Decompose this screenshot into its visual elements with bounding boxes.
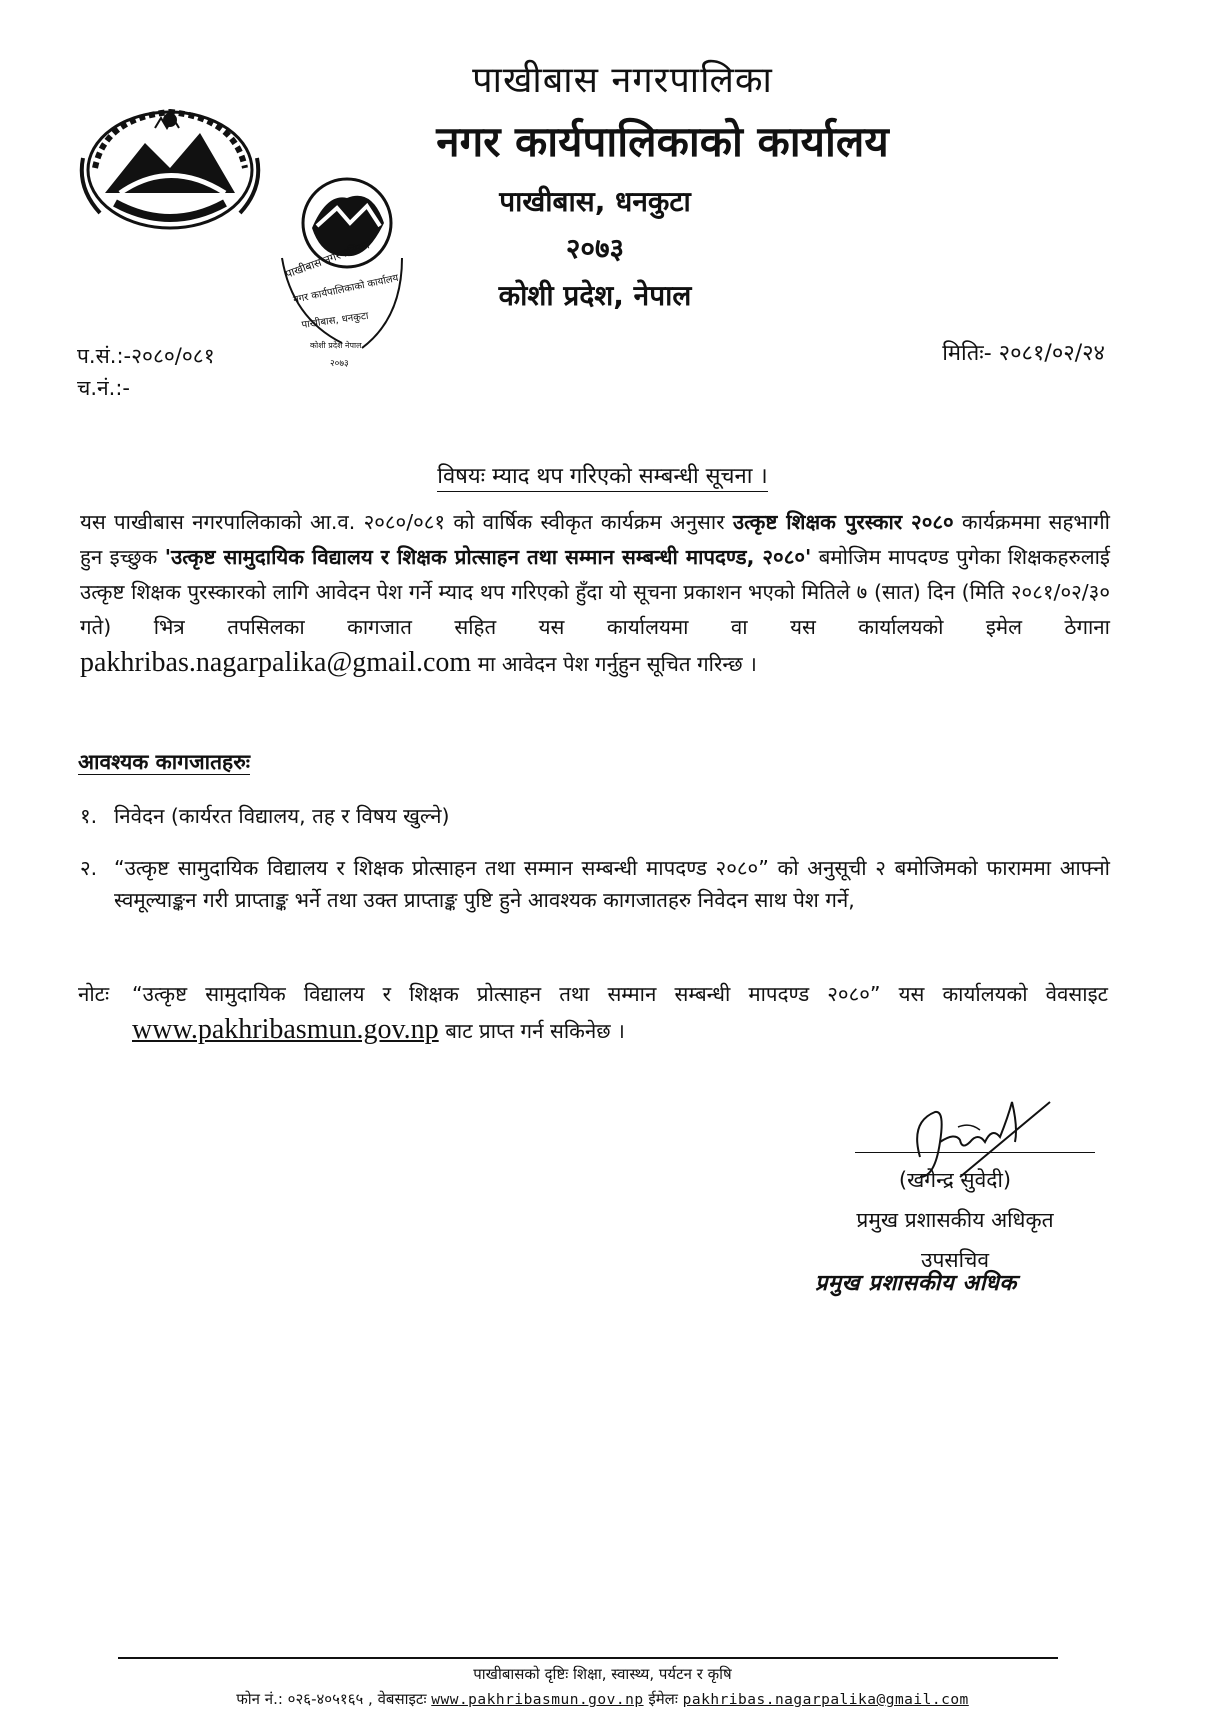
list-text: निवेदन (कार्यरत विद्यालय, तह र विषय खुल्ने)	[114, 804, 450, 828]
letter-number: प.सं.:-२०८०/०८१	[77, 344, 215, 368]
list-item	[80, 852, 1110, 916]
website-link[interactable]: www.pakhribasmun.gov.np	[132, 1014, 439, 1045]
established-year: २०७३	[565, 232, 625, 265]
reference-block	[77, 340, 215, 404]
footer-contact	[0, 1689, 1205, 1709]
signature-line	[855, 1152, 1095, 1153]
subject-text: विषयः म्याद थप गरिएको सम्बन्धी सूचना ।	[437, 464, 768, 492]
office-name: नगर कार्यपालिकाको कार्यालय	[436, 117, 889, 166]
criteria-name: 'उत्कृष्ट सामुदायिक विद्यालय र शिक्षक प्रोत्साहन तथा सम्मान सम्बन्धी मापदण्ड, २०८०'	[164, 545, 812, 569]
body-text-1: यस पाखीबास नगरपालिकाको आ.व. २०८०/०८१ को वार्षिक स्वीकृत कार्यक्रम अनुसार	[80, 510, 733, 534]
note-label: नोटः	[78, 982, 110, 1006]
note-text	[132, 976, 1108, 1049]
signatory-title: प्रमुख प्रशासकीय अधिकृत	[856, 1208, 1054, 1232]
svg-text:नगर कार्यपालिकाको कार्यालय: नगर कार्यपालिकाको कार्यालय	[292, 272, 400, 306]
municipality-name: पाखीबास नगरपालिका	[472, 60, 773, 101]
email-address: pakhribas.nagarpalika@gmail.com	[80, 647, 472, 678]
signatory-name: (खगेन्द्र सुवेदी)	[898, 1168, 1012, 1192]
footer-website-link[interactable]: www.pakhribasmun.gov.np	[431, 1692, 644, 1708]
svg-text:पाखीबास नगरपालिका: पाखीबास नगरपालिका	[283, 238, 372, 281]
award-name: उत्कृष्ट शिक्षक पुरस्कार २०८०	[732, 510, 954, 534]
body-paragraph	[80, 505, 1110, 682]
footer-vision: पाखीबासको दृष्टिः शिक्षा, स्वास्थ्य, पर्यटन र कृषि	[473, 1665, 732, 1683]
footer-divider	[118, 1657, 1058, 1659]
note-text-2: बाट प्राप्त गर्न सकिनेछ ।	[438, 1019, 625, 1043]
svg-text:२०७३: २०७३	[330, 359, 349, 369]
signatory-block	[790, 1160, 1120, 1280]
list-text: “उत्कृष्ट सामुदायिक विद्यालय र शिक्षक प्रोत्साहन तथा सम्मान सम्बन्धी मापदण्ड २०८०” को अनुसूची २ बमोजिमको फाराममा आफ्नो स्वमूल्याङ्कन गरी प्राप्ताङ्क भर्ने तथा उक्त प्राप्ताङ्क पुष्टि हुने आवश्यक कागजातहरु निवेदन साथ पेश गर्ने,	[114, 856, 1110, 912]
letter-date: मितिः- २०८१/०२/२४	[942, 341, 1105, 366]
footer-email-link[interactable]: pakhribas.nagarpalika@gmail.com	[682, 1692, 969, 1708]
list-number: २.	[80, 856, 98, 880]
signatory-rank: उपसचिव	[920, 1248, 990, 1272]
body-text-3: बमोजिम मापदण्ड पुगेका शिक्षकहरुलाई उत्कृष्ट शिक्षक पुरस्कारको लागि आवेदन पेश गर्ने म्याद थप गरिएको हुँदा यो सूचना प्रकाशन भएको मितिले ७ (सात) दिन (मिति २०८१/०२/३० गते) भित्र तपसिलका कागजात सहित यस कार्यालयमा वा यस कार्यालयको इमेल ठेगाना	[80, 545, 1110, 639]
list-item	[80, 800, 1110, 832]
svg-text:पाखीबास, धनकुटा: पाखीबास, धनकुटा	[300, 310, 370, 331]
svg-text:कोशी प्रदेश नेपाल: कोशी प्रदेश नेपाल	[310, 341, 362, 350]
footer-phone: फोन नं.: ०२६-४०५१६५ , वेबसाइटः	[236, 1690, 427, 1708]
footer-email-label: ईमेलः	[643, 1690, 678, 1708]
requirements-heading-text: आवश्यक कागजातहरुः	[78, 750, 251, 774]
municipality-seal-icon	[272, 168, 432, 388]
note-block	[78, 976, 1108, 1049]
office-address: पाखीबास, धनकुटा	[499, 185, 691, 218]
note-text-1: “उत्कृष्ट सामुदायिक विद्यालय र शिक्षक प्रोत्साहन तथा सम्मान सम्बन्धी मापदण्ड २०८०” यस कार्यालयको वेवसाइट	[132, 982, 1108, 1006]
requirements-heading	[78, 748, 250, 776]
dispatch-number: च.नं.:-	[77, 376, 130, 400]
designation-stamp: प्रमुख प्रशासकीय अधिक	[815, 1271, 1017, 1296]
office-address-block	[465, 178, 725, 319]
subject-line	[0, 460, 1205, 490]
list-number: १.	[80, 804, 98, 828]
province-country: कोशी प्रदेश, नेपाल	[498, 279, 692, 312]
body-text-2: कार्यक्रममा सहभागी हुन इच्छुक	[80, 510, 1110, 569]
body-text-4: मा आवेदन पेश गर्नुहुन सूचित गरिन्छ ।	[471, 652, 757, 676]
